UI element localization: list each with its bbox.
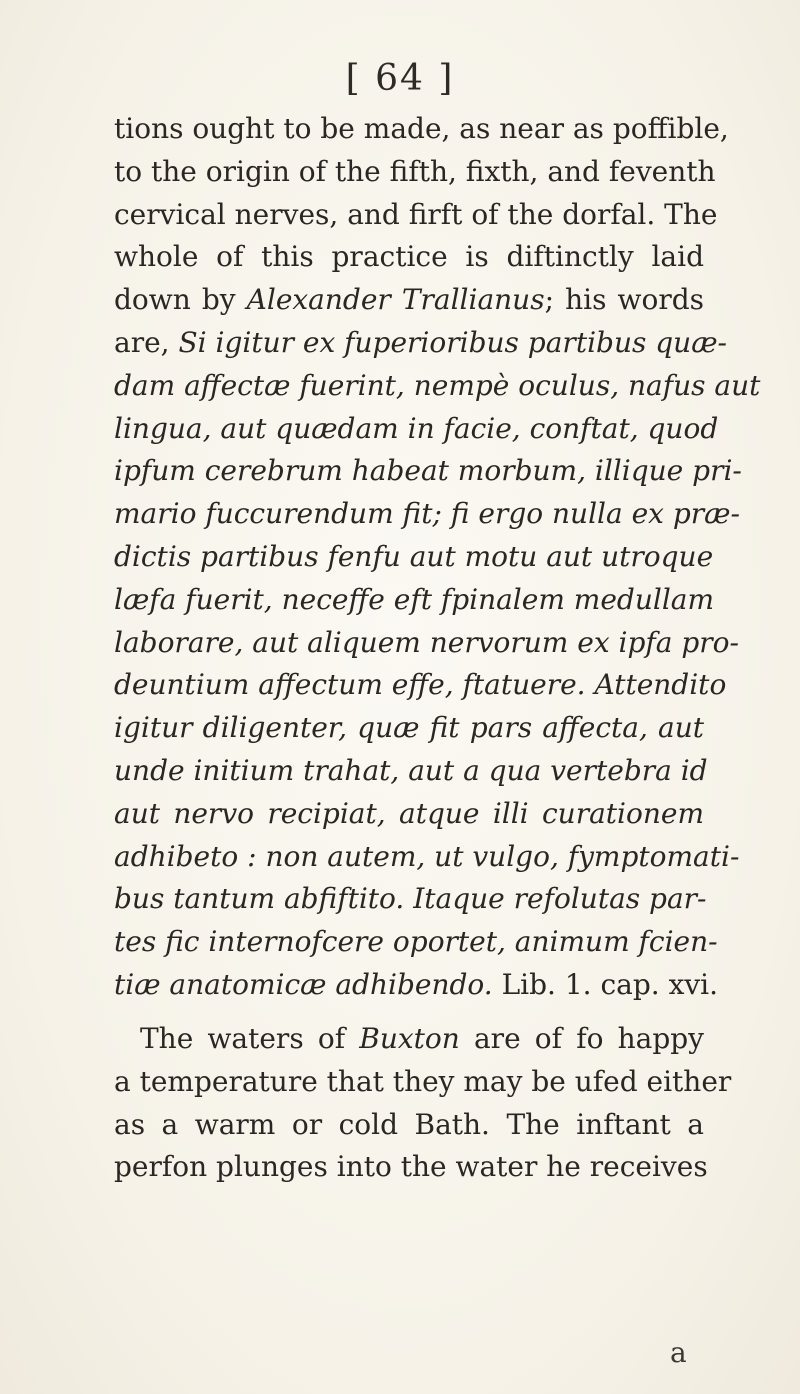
paragraph1-line: [114, 921, 718, 964]
italic-text: tiæ anatomicæ adhibendo.: [114, 967, 493, 1001]
italic-text: unde initium trahat, aut a qua vertebra id: [114, 753, 708, 787]
italic-text: tes fic internofcere oportet, animum fcien-: [114, 925, 718, 959]
paragraph1-line: [114, 408, 719, 451]
italic-text: Alexander Trallianus: [246, 283, 545, 317]
paragraph-2: [114, 1018, 732, 1189]
italic-text: bus tantum abfiftito. Itaque refolutas par-: [114, 882, 707, 916]
text-run: a temperature that they may be ufed either: [114, 1064, 732, 1098]
italic-text: igitur diligenter, quæ fit pars affecta, aut: [114, 711, 704, 745]
paragraph1-line: [114, 793, 704, 836]
italic-text: Si igitur ex fuperioribus partibus quæ-: [178, 325, 727, 359]
italic-text: deuntium affectum effe, ftatuere. Attendito: [114, 668, 727, 702]
paragraph1-line: [114, 878, 707, 921]
paragraph1-line: [114, 579, 715, 622]
text-run: ; his words: [544, 283, 704, 317]
paragraph1-line: [114, 236, 704, 279]
paragraph2-line: [114, 1061, 732, 1104]
text-run: to the origin of the fifth, fixth, and feventh: [114, 154, 716, 188]
paragraph1-line: [114, 322, 727, 365]
paragraph1-line: [114, 622, 739, 665]
italic-text: dictis partibus fenfu aut motu aut utroque: [114, 539, 714, 573]
italic-text: dam affectæ fuerint, nempè oculus, nafus aut: [114, 368, 761, 402]
italic-text: Buxton: [359, 1022, 460, 1055]
text-run: as a warm or cold Bath. The inftant a: [114, 1107, 704, 1141]
italic-text: ipfum cerebrum habeat morbum, illique pri-: [114, 454, 742, 488]
text-run: are,: [114, 325, 179, 359]
paragraph1-line: [114, 536, 714, 579]
text-run: Lib. 1. cap. xvi.: [492, 967, 719, 1001]
italic-text: aut nervo recipiat, atque illi curationem: [114, 796, 704, 830]
page-number: [ 64 ]: [345, 58, 455, 99]
paragraph1-line: [114, 664, 727, 707]
paragraph1-line: [114, 750, 708, 793]
paragraph1-line: [114, 450, 742, 493]
paragraph-1: [114, 108, 761, 1007]
italic-text: lingua, aut quædam in facie, conftat, quod: [114, 411, 719, 445]
italic-text: mario fuccurendum fit; fi ergo nulla ex præ-: [114, 497, 740, 531]
text-run: are of fo happy: [459, 1022, 704, 1055]
paragraph2-line: [114, 1018, 704, 1061]
italic-text: laborare, aut aliquem nervorum ex ipfa pro-: [114, 625, 739, 659]
text-run: cervical nerves, and firft of the dorfal. The: [114, 197, 718, 231]
text-run: down by: [114, 283, 247, 317]
paragraph1-line: [114, 707, 704, 750]
paragraph2-line: [114, 1104, 704, 1147]
catchword: a: [670, 1336, 687, 1369]
text-run: perfon plunges into the water he receives: [114, 1150, 708, 1184]
italic-text: adhibeto : non autem, ut vulgo, fymptomati-: [114, 839, 740, 873]
paragraph1-line: [114, 194, 718, 237]
paragraph1-line: [114, 151, 716, 194]
paragraph1-line: [114, 365, 761, 408]
text-run: tions ought to be made, as near as poffible,: [114, 112, 729, 145]
paragraph1-line: [114, 964, 719, 1007]
paragraph1-line: [114, 836, 740, 879]
paragraph1-line: [114, 108, 729, 151]
text-run: The waters of: [140, 1022, 360, 1055]
italic-text: læfa fuerit, neceffe eft fpinalem medullam: [114, 582, 715, 616]
text-run: whole of this practice is diftinctly laid: [114, 240, 704, 274]
paragraph1-line: [114, 279, 704, 322]
paragraph1-line: [114, 493, 740, 536]
paragraph2-line: [114, 1146, 708, 1189]
